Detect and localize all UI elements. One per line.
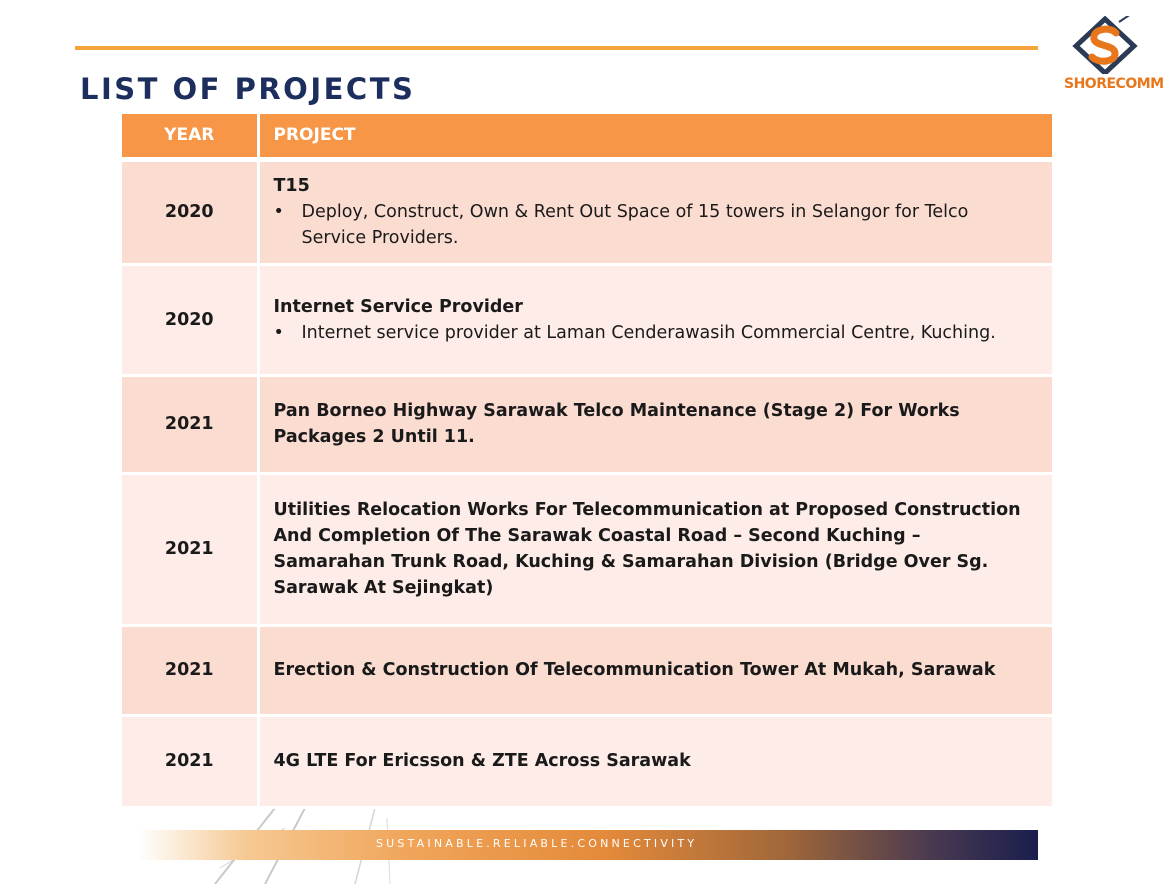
- table-header-row: [122, 114, 1053, 159]
- table-row: [122, 264, 1053, 375]
- logo-wordmark: SHORECOMM: [1064, 76, 1164, 92]
- year-cell: 2021: [122, 715, 258, 807]
- header-rule: [75, 46, 1038, 50]
- table-row: [122, 625, 1053, 715]
- bullet-text: Internet service provider at Laman Cenderawasih Commercial Centre, Kuching.: [301, 322, 996, 343]
- project-title: Utilities Relocation Works For Telecommunication at Proposed Construction And Completion Of The Sarawak Coastal Road – Second Kuching – Samarahan Trunk Road, Kuching & Samarahan Division (Bridge Over Sg. Sarawak At Sejingkat): [273, 500, 1021, 598]
- table-row: [122, 473, 1053, 625]
- bullet-mark: •: [273, 202, 284, 222]
- table-row: [122, 159, 1053, 264]
- project-title: Pan Borneo Highway Sarawak Telco Maintenance (Stage 2) For Works Packages 2 Until 11.: [273, 401, 960, 447]
- bullet-text: Deploy, Construct, Own & Rent Out Space of 15 towers in Selangor for Telco Service Providers.: [301, 202, 969, 248]
- table-row: [122, 715, 1053, 807]
- year-column-header: YEAR: [122, 114, 258, 159]
- project-cell: [258, 159, 1053, 264]
- logo-emblem-icon: [1072, 16, 1138, 74]
- projects-table: [122, 114, 1055, 809]
- project-cell: [258, 625, 1053, 715]
- footer-tagline: SUSTAINABLE.RELIABLE.CONNECTIVITY: [376, 837, 698, 850]
- project-title: Erection & Construction Of Telecommunication Tower At Mukah, Sarawak: [273, 660, 996, 680]
- project-cell: [258, 715, 1053, 807]
- year-cell: 2021: [122, 375, 258, 473]
- project-bullet: [274, 199, 1038, 251]
- bullet-mark: •: [273, 322, 284, 343]
- table-row: [122, 375, 1053, 473]
- page-title: LIST OF PROJECTS: [80, 72, 416, 106]
- year-cell: 2021: [122, 625, 258, 715]
- project-column-header: PROJECT: [258, 114, 1053, 159]
- project-cell: [258, 375, 1053, 473]
- year-cell: 2021: [122, 473, 258, 625]
- project-bullet: [274, 320, 1038, 346]
- project-cell: [258, 264, 1053, 375]
- year-cell: 2020: [122, 264, 258, 375]
- project-title: 4G LTE For Ericsson & ZTE Across Sarawak: [273, 751, 691, 771]
- project-cell: [258, 473, 1053, 625]
- project-title: Internet Service Provider: [273, 296, 523, 317]
- year-cell: 2020: [122, 159, 258, 264]
- project-title: T15: [273, 176, 310, 196]
- company-logo: [1062, 16, 1175, 96]
